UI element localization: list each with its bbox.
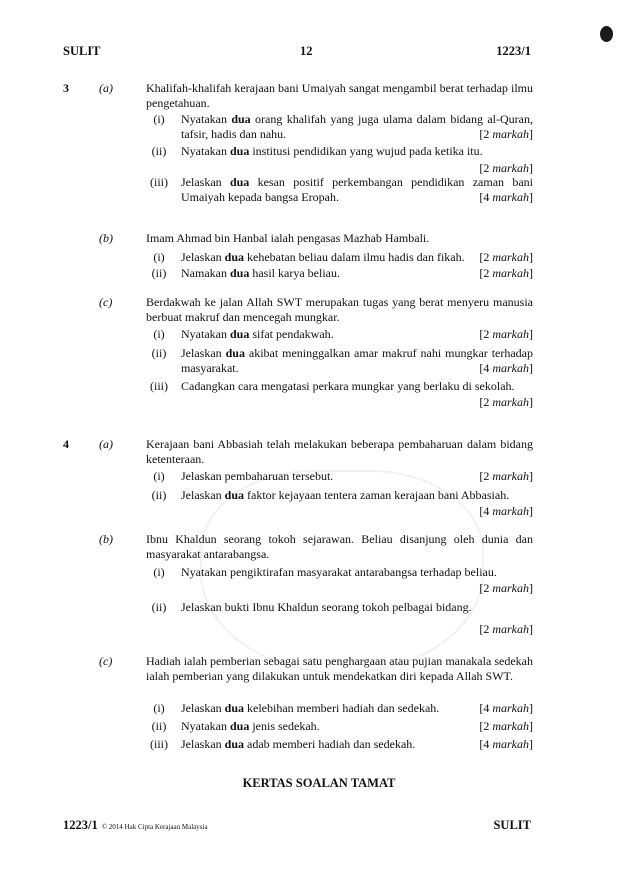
subpart-text: Nyatakan dua orang khalifah yang juga ulama dalam bidang al-Quran, tafsir, hadis dan nahu.: [181, 112, 533, 141]
subpart-label: (i): [153, 565, 165, 579]
page-number: 12: [300, 44, 313, 58]
mark-allocation: [2 markah]: [479, 127, 533, 141]
subpart-label: (iii): [150, 379, 168, 393]
subpart-text: Jelaskan dua faktor kejayaan tentera zaman kerajaan bani Abbasiah.: [181, 488, 510, 502]
header-left: SULIT: [63, 44, 101, 58]
subpart-label: (ii): [151, 488, 167, 502]
subpart-text: Jelaskan dua kesan positif perkembangan pendidikan zaman bani Umaiyah kepada bangsa Eropah.: [181, 175, 533, 204]
subpart-label: (iii): [150, 737, 168, 751]
page-corner-dot: [600, 26, 613, 42]
subpart-label: (i): [153, 112, 165, 126]
subpart-text: Jelaskan dua akibat meninggalkan amar makruf nahi mungkar terhadap masyarakat.: [181, 346, 534, 375]
subpart-label: (ii): [151, 719, 167, 733]
part-label: (c): [99, 654, 113, 668]
subpart-text: Cadangkan cara mengatasi perkara mungkar yang berlaku di sekolah.: [181, 379, 515, 393]
part-label: (a): [99, 437, 113, 451]
mark-allocation: [4 markah]: [479, 361, 533, 375]
subpart-label: (ii): [151, 346, 167, 360]
mark-allocation: [4 markah]: [479, 701, 533, 715]
mark-allocation: [4 markah]: [479, 190, 533, 204]
mark-allocation: [4 markah]: [479, 737, 533, 751]
question-stem: Khalifah-khalifah kerajaan bani Umaiyah sangat mengambil berat terhadap ilmu pengetahuan.: [146, 81, 533, 110]
question-stem: Imam Ahmad bin Hanbal ialah pengasas Mazhab Hambali.: [146, 231, 430, 245]
question-stem: Hadiah ialah pemberian sebagai satu penghargaan atau pujian manakala sedekah ialah pemberian yang dilakukan untuk mendekatkan diri kepada Allah SWT.: [146, 654, 533, 683]
mark-allocation: [2 markah]: [479, 161, 533, 175]
mark-allocation: [2 markah]: [479, 719, 533, 733]
part-label: (c): [99, 295, 113, 309]
footer-code: 1223/1: [63, 818, 98, 832]
question-number: 3: [63, 81, 69, 95]
subpart-label: (iii): [150, 175, 168, 189]
subpart-text: Nyatakan dua institusi pendidikan yang wujud pada ketika itu.: [181, 144, 483, 158]
header-right: 1223/1: [496, 44, 531, 58]
subpart-text: Nyatakan dua jenis sedekah.: [181, 719, 320, 733]
question-stem: Ibnu Khaldun seorang tokoh sejarawan. Beliau disanjung oleh dunia dan masyarakat antarabangsa.: [146, 532, 533, 561]
subpart-text: Nyatakan dua sifat pendakwah.: [181, 327, 334, 341]
subpart-text: Namakan dua hasil karya beliau.: [181, 266, 340, 280]
footer-copyright: © 2014 Hak Cipta Kerajaan Malaysia: [101, 823, 208, 831]
subpart-label: (i): [153, 701, 165, 715]
subpart-label: (i): [153, 469, 165, 483]
part-label: (a): [99, 81, 113, 95]
part-label: (b): [99, 231, 113, 245]
footer-right: SULIT: [493, 818, 531, 832]
mark-allocation: [2 markah]: [479, 395, 533, 409]
subpart-text: Jelaskan bukti Ibnu Khaldun seorang tokoh pelbagai bidang.: [181, 600, 472, 614]
mark-allocation: [2 markah]: [479, 250, 533, 264]
footer-left: [63, 818, 208, 835]
mark-allocation: [4 markah]: [479, 504, 533, 518]
subpart-label: (i): [153, 327, 165, 341]
subpart-text: Jelaskan pembaharuan tersebut.: [181, 469, 334, 483]
mark-allocation: [2 markah]: [479, 327, 533, 341]
part-label: (b): [99, 532, 113, 546]
mark-allocation: [2 markah]: [479, 469, 533, 483]
subpart-text: Jelaskan dua kehebatan beliau dalam ilmu hadis dan fikah.: [181, 250, 465, 264]
question-number: 4: [63, 437, 69, 451]
mark-allocation: [2 markah]: [479, 266, 533, 280]
subpart-label: (ii): [151, 266, 167, 280]
mark-allocation: [2 markah]: [479, 622, 533, 636]
subpart-text: Nyatakan pengiktirafan masyarakat antarabangsa terhadap beliau.: [181, 565, 497, 579]
subpart-label: (ii): [151, 600, 167, 614]
subpart-text: Jelaskan dua adab memberi hadiah dan sedekah.: [181, 737, 416, 751]
question-stem: Kerajaan bani Abbasiah telah melakukan beberapa pembaharuan dalam bidang ketenteraan.: [146, 437, 533, 466]
question-stem: Berdakwah ke jalan Allah SWT merupakan tugas yang berat menyeru manusia berbuat makruf dan mencegah mungkar.: [146, 295, 533, 324]
mark-allocation: [2 markah]: [479, 581, 533, 595]
end-of-paper: KERTAS SOALAN TAMAT: [242, 776, 396, 790]
subpart-text: Jelaskan dua kelebihan memberi hadiah dan sedekah.: [181, 701, 440, 715]
subpart-label: (ii): [151, 144, 167, 158]
subpart-label: (i): [153, 250, 165, 264]
